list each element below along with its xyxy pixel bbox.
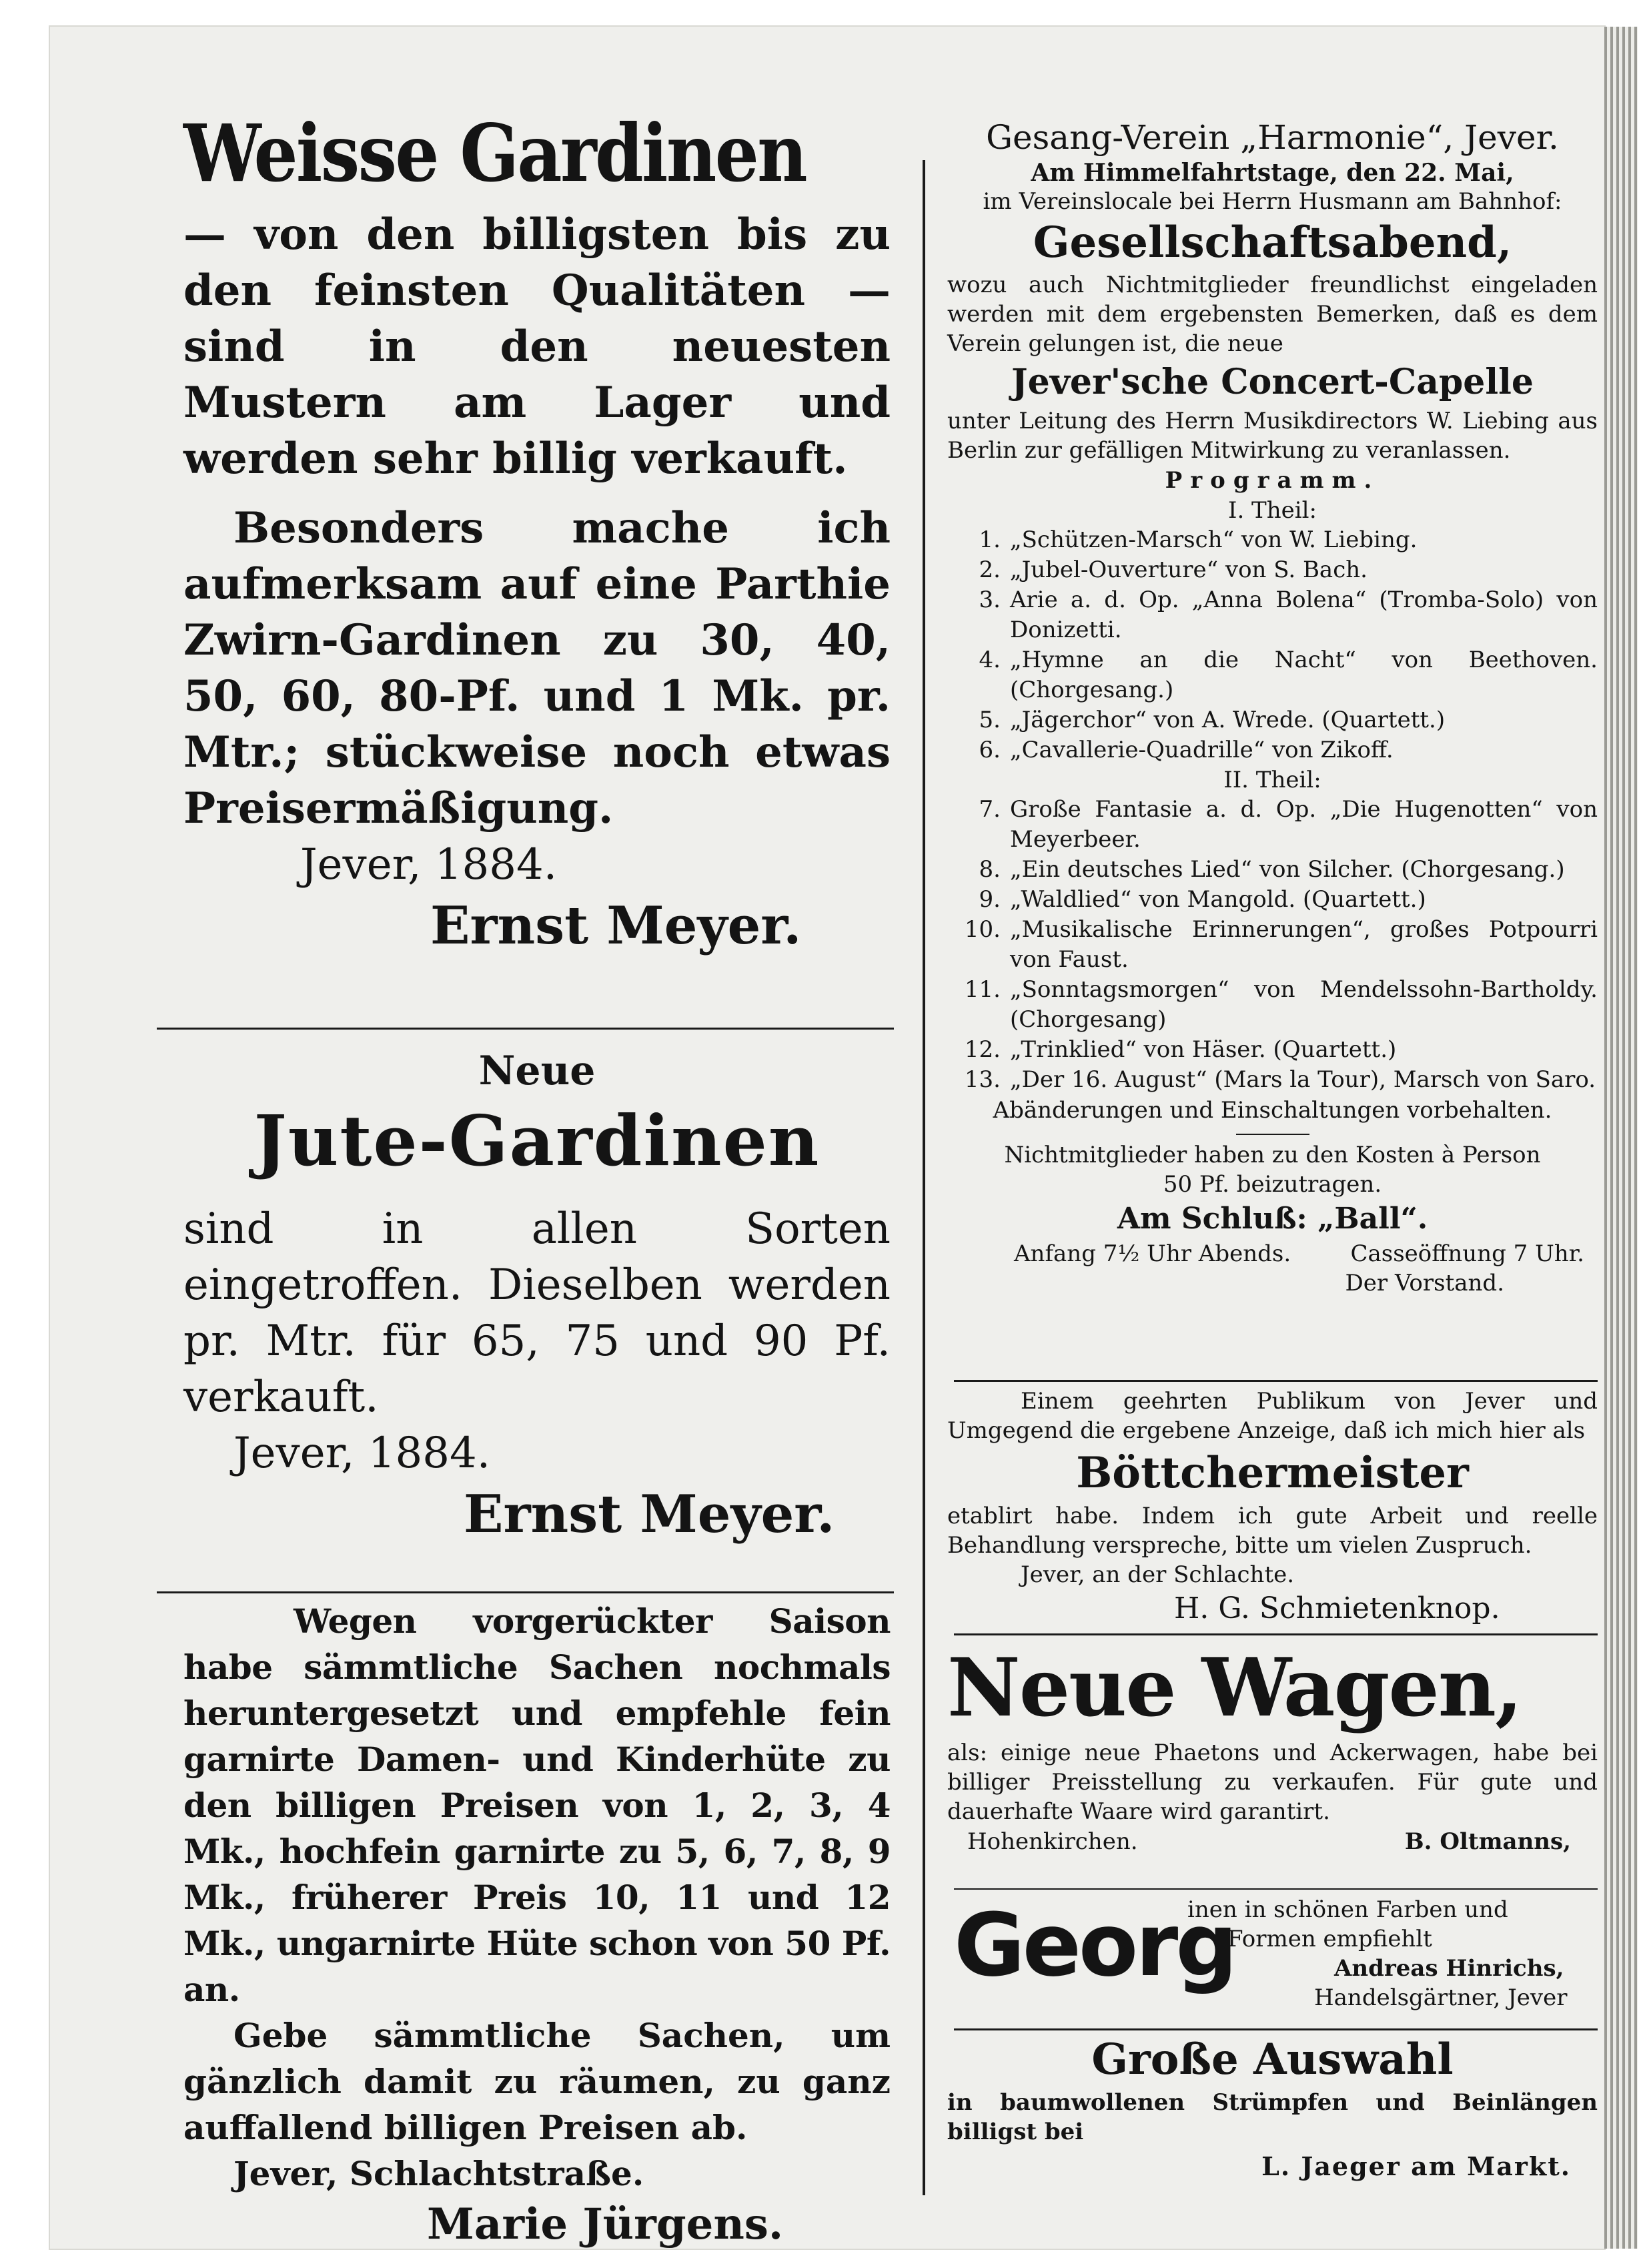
ad-place: Hohenkirchen.	[967, 1828, 1138, 1855]
program-item: 10. „Musikalische Erinnerungen“, großes Potpourri von Faust.	[964, 916, 1598, 973]
start-time: Anfang 7½ Uhr Abends.	[1014, 1240, 1291, 1267]
ad-body: Wegen vorgerückter Saison habe sämmtliche Sachen nochmals heruntergesetzt und empfehle fein garnirte Damen- und Kinderhüte zu den billigen Preisen von 1, 2, 3, 4 Mk., hochfein garnirte zu 5, 6, 7, 8, 9 Mk., früherer Preis 10, 11 und 12 Mk., ungarnirte Hüte schon von 50 Pf. an.	[183, 1601, 891, 2009]
ad-body: sind in allen Sorten eingetroffen. Dieselben werden pr. Mtr. für 65, 75 und 90 Pf. verkauft.	[183, 1204, 891, 1422]
separator-5	[954, 1888, 1598, 1890]
cash-time: Casseöffnung 7 Uhr.	[1350, 1240, 1584, 1267]
band-name: Jever'sche Concert-Capelle	[1011, 362, 1534, 402]
program-item: 4. „Hymne an die Nacht“ von Beethoven. (Chorgesang.)	[979, 647, 1598, 703]
part-1-heading: I. Theil:	[1228, 497, 1317, 524]
ad-title: Jute-Gardinen	[253, 1100, 821, 1182]
separator-1	[157, 1028, 894, 1030]
separator-3	[954, 1380, 1598, 1382]
ad-concert	[947, 117, 1598, 1298]
program-item: 13. „Der 16. August“ (Mars la Tour), Marsch von Saro.	[964, 1066, 1596, 1093]
program-item: 5. „Jägerchor“ von A. Wrede. (Quartett.)	[979, 707, 1446, 733]
ad-signature: B. Oltmanns,	[1404, 1828, 1571, 1855]
ad-cooper	[947, 1387, 1598, 1628]
ad-title: Neue Wagen,	[947, 1641, 1522, 1735]
separator-4	[954, 1633, 1598, 1635]
ad-signature: Marie Jürgens.	[427, 2199, 784, 2249]
ad-signature: H. G. Schmietenknop.	[1174, 1591, 1500, 1625]
ad-georg	[947, 1895, 1598, 2028]
program-part-2	[947, 795, 1598, 1095]
ad-body: in baumwollenen Strümpfen und Beinlängen billigst bei	[947, 2089, 1598, 2145]
ad-jute-gardinen	[183, 1044, 891, 1548]
ad-pre-title: Neue	[478, 1048, 596, 1094]
ad-signature: L. Jaeger am Markt.	[1261, 2151, 1571, 2181]
ad-body: als: einige neue Phaetons und Ackerwagen, habe bei billiger Preisstellung zu verkaufen. Für gute und dauerhafte Waare wird garantirt.	[947, 1740, 1598, 1825]
club-header: Gesang-Verein „Harmonie“, Jever.	[986, 118, 1559, 157]
short-divider	[1236, 1134, 1309, 1135]
column-divider	[923, 160, 925, 2195]
ad-wagons	[947, 1638, 1598, 1857]
program-item: 1. „Schützen-Marsch“ von W. Liebing.	[979, 526, 1418, 553]
ad-line-1: inen in schönen Farben und	[1187, 1896, 1508, 1923]
board-signature: Der Vorstand.	[1345, 1270, 1504, 1296]
ad-signature: Ernst Meyer.	[430, 895, 802, 956]
times-row	[947, 1239, 1598, 1268]
ad-line-2: Formen empfiehlt	[1227, 1926, 1432, 1952]
program-item: 6. „Cavallerie-Quadrille“ von Zikoff.	[979, 737, 1394, 763]
changes-note: Abänderungen und Einschaltungen vorbehalten.	[993, 1097, 1552, 1124]
ball-note: Am Schluß: „Ball“.	[1117, 1202, 1428, 1236]
ad-body: etablirt habe. Indem ich gute Arbeit und reelle Behandlung verspreche, bitte um vielen Zuspruch.	[947, 1503, 1598, 1559]
program-item: 8. „Ein deutsches Lied“ von Silcher. (Chorgesang.)	[979, 856, 1565, 883]
ad-signature: Ernst Meyer.	[464, 1484, 835, 1545]
page-edge	[1604, 27, 1638, 2249]
program-item: 11. „Sonntagsmorgen“ von Mendelssohn-Bartholdy. (Chorgesang)	[964, 976, 1598, 1033]
ad-name: Andreas Hinrichs,	[1334, 1955, 1564, 1982]
separator-6	[954, 2028, 1598, 2030]
ad-place: Jever, 1884.	[233, 1429, 491, 1478]
band-subtitle: unter Leitung des Herrn Musikdirectors W. Liebing aus Berlin zur gefälligen Mitwirkung zu veranlassen.	[947, 408, 1598, 464]
separator-2	[157, 1591, 894, 1593]
program-item: 3. Arie a. d. Op. „Anna Bolena“ (Tromba-Solo) von Donizetti.	[979, 587, 1598, 643]
ad-title: Weisse Gardinen	[183, 107, 806, 200]
event-intro: wozu auch Nichtmitglieder freundlichst eingeladen werden mit dem ergebensten Bemerken, daß es dem Verein gelungen ist, die neue	[947, 272, 1598, 357]
ad-footer	[947, 1826, 1598, 1857]
event-venue: im Vereinslocale bei Herrn Husmann am Bahnhof:	[983, 188, 1562, 215]
ad-role: Handelsgärtner, Jever	[1314, 1984, 1568, 2011]
program-part-1	[947, 525, 1598, 765]
ad-marie-juergens	[183, 1598, 891, 2253]
part-2-heading: II. Theil:	[1223, 767, 1321, 793]
ad-place: Jever, an der Schlachte.	[1021, 1561, 1295, 1588]
fee-note: Nichtmitglieder haben zu den Kosten à Person 50 Pf. beizutragen.	[1004, 1142, 1541, 1198]
ad-body-2: Gebe sämmtliche Sachen, um gänzlich damit zu räumen, zu ganz auffallend billigen Preisen ab.	[183, 2016, 891, 2147]
ad-weisse-gardinen	[183, 107, 891, 960]
event-title: Gesellschaftsabend,	[1033, 218, 1512, 268]
program-item: 7. Große Fantasie a. d. Op. „Die Hugenotten“ von Meyerbeer.	[979, 796, 1598, 853]
ad-title: Georg	[954, 1894, 1235, 1996]
program-title: Programm.	[1165, 467, 1380, 494]
ad-intro: Einem geehrten Publikum von Jever und Umgegend die ergebene Anzeige, daß ich mich hier als	[947, 1388, 1598, 1444]
ad-stockings	[947, 2032, 1598, 2187]
ad-place: Jever, 1884.	[300, 840, 558, 889]
ad-body-2: Besonders mache ich aufmerksam auf eine Parthie Zwirn-Gardinen zu 30, 40, 50, 60, 80-Pf. und 1 Mk. pr. Mtr.; stückweise noch etwas Preisermäßigung.	[183, 503, 891, 833]
program-item: 12. „Trinklied“ von Häser. (Quartett.)	[964, 1036, 1397, 1063]
event-date: Am Himmelfahrtstage, den 22. Mai,	[1031, 159, 1514, 187]
ad-title: Große Auswahl	[1091, 2034, 1454, 2085]
program-item: 2. „Jubel-Ouverture“ von S. Bach.	[979, 556, 1368, 583]
program-item: 9. „Waldlied“ von Mangold. (Quartett.)	[979, 886, 1426, 913]
ad-place: Jever, Schlachtstraße.	[233, 2154, 644, 2193]
ad-body: — von den billigsten bis zu den feinsten Qualitäten — sind in den neuesten Mustern am Lager und werden sehr billig verkauft.	[183, 210, 891, 484]
ad-title: Böttchermeister	[1076, 1448, 1469, 1498]
